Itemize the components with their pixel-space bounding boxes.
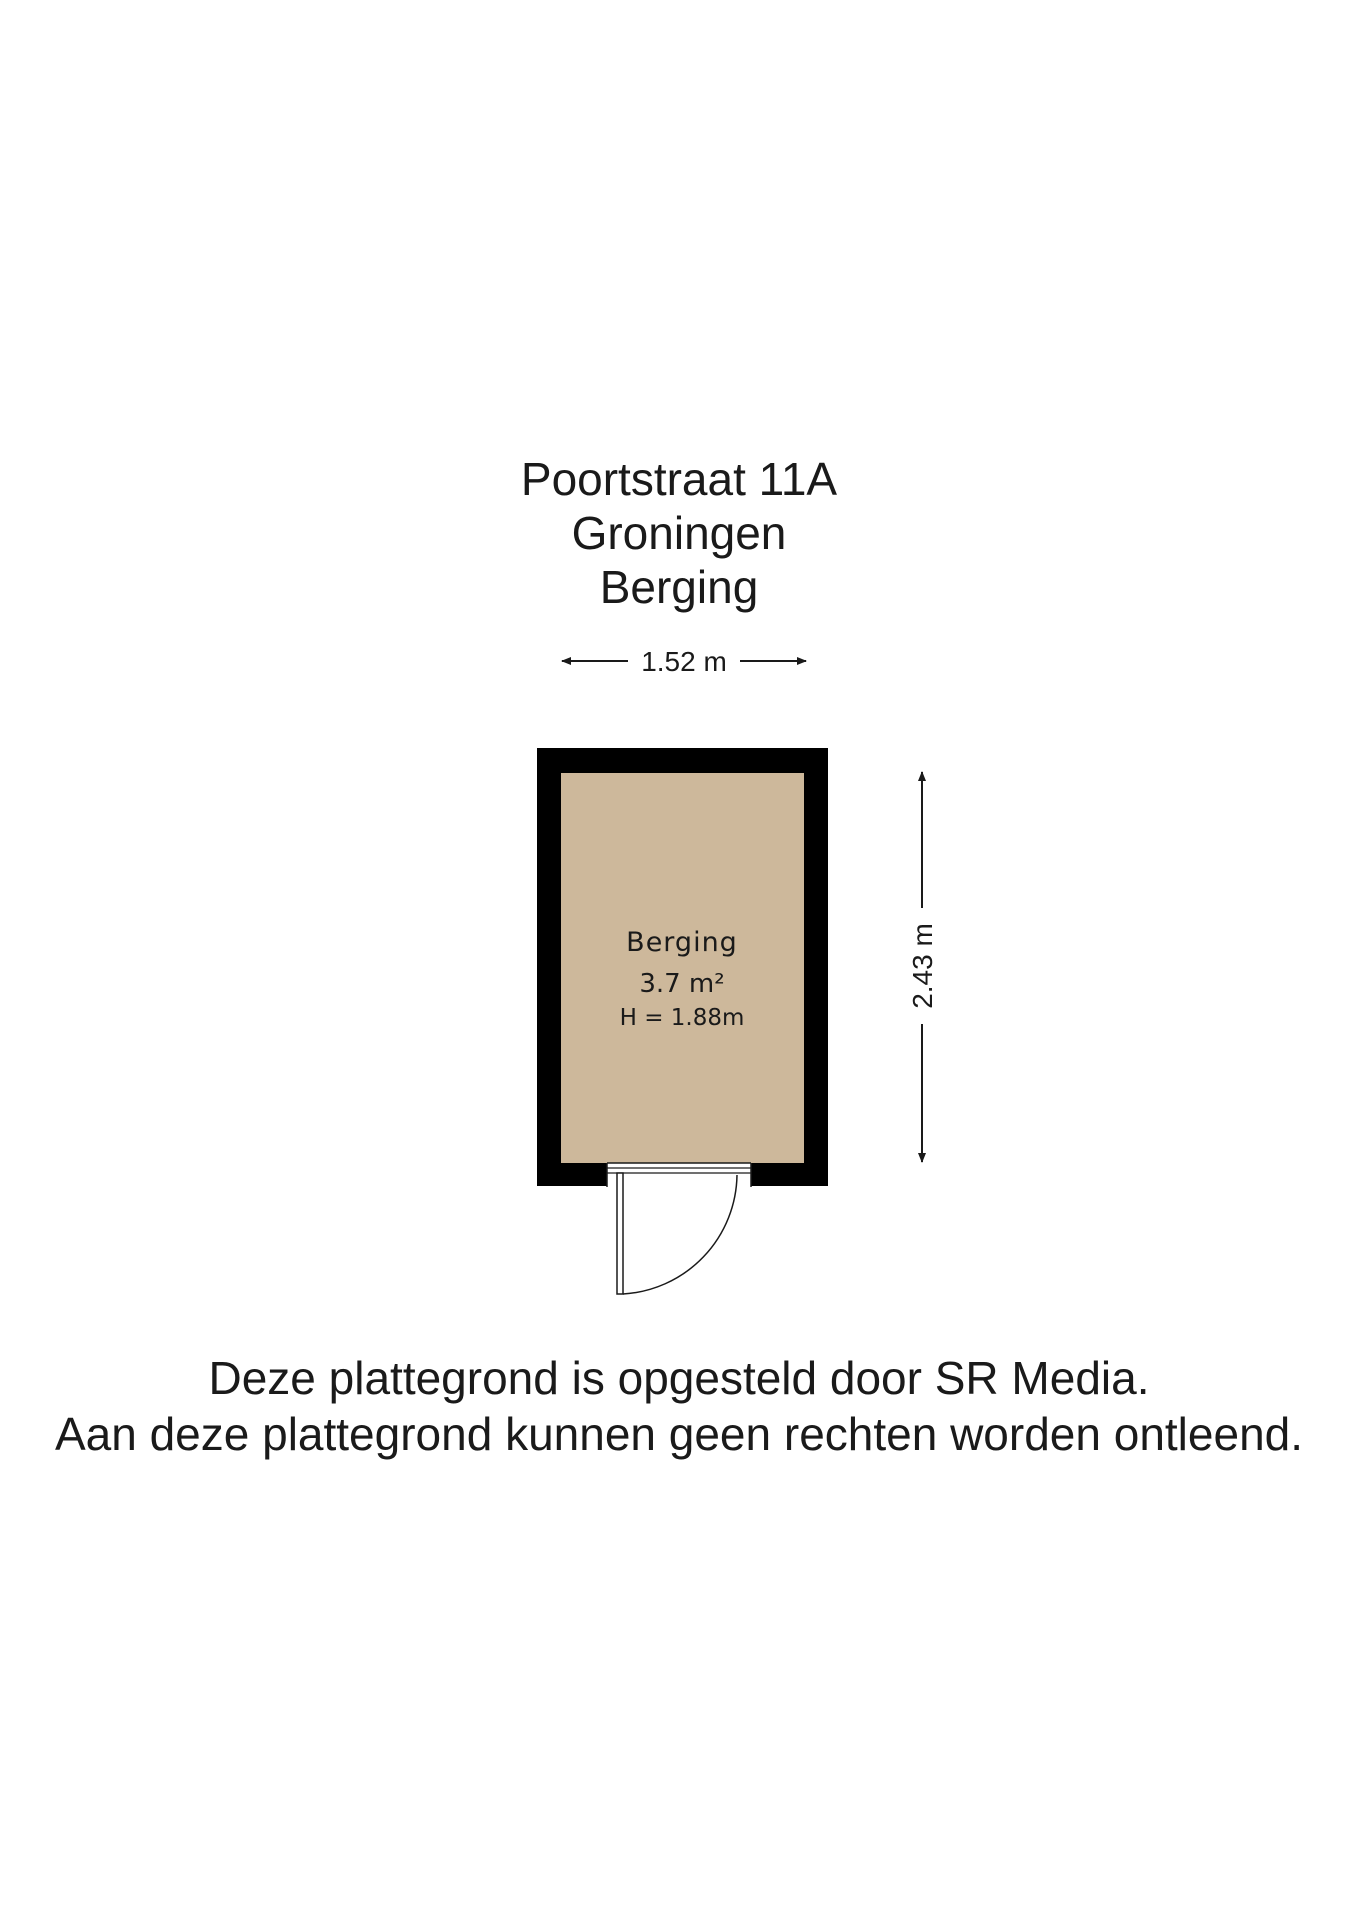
depth-dimension	[907, 772, 938, 1162]
depth-label: 2.43 m	[907, 923, 938, 1009]
city-title: Groningen	[571, 507, 787, 559]
room-height-label: H = 1.88m	[619, 1005, 745, 1031]
disclaimer-line-1: Deze plattegrond is opgesteld door SR Media.	[208, 1352, 1150, 1404]
floor-title: Berging	[599, 561, 759, 613]
disclaimer	[0, 1350, 1358, 1462]
door-opening	[607, 1163, 751, 1187]
room-berging	[537, 748, 828, 1294]
door-swing	[617, 1173, 737, 1294]
room-floor	[561, 773, 804, 1163]
address-title: Poortstraat 11A	[520, 453, 838, 505]
door-swing-arc	[623, 1175, 737, 1294]
disclaimer-line-2: Aan deze plattegrond kunnen geen rechten worden ontleend.	[54, 1408, 1304, 1460]
width-label: 1.52 m	[641, 646, 727, 677]
room-area-label: 3.7 m²	[639, 969, 725, 999]
door-leaf	[617, 1173, 623, 1294]
width-dimension	[562, 646, 806, 677]
room-name-label: Berging	[626, 927, 738, 958]
